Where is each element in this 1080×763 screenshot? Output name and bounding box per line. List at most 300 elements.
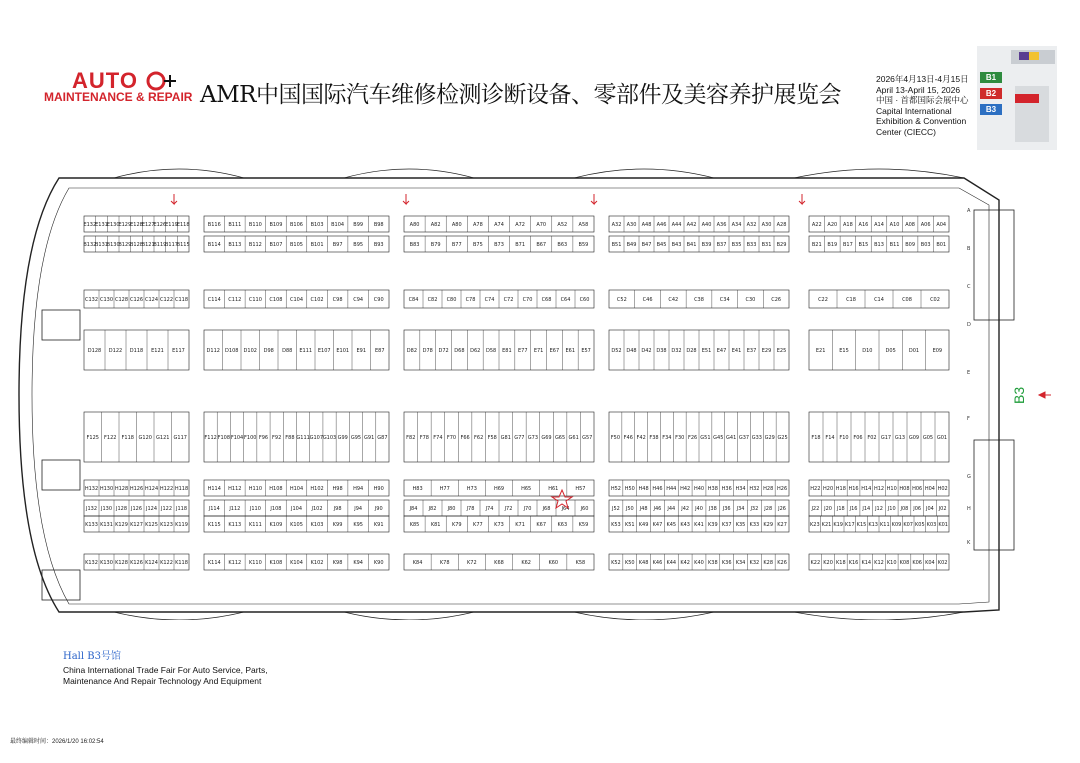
row-letter: B [967,246,971,252]
booth-label: K105 [290,522,303,528]
booth-label: K04 [925,560,935,566]
booth-label: C14 [874,297,884,303]
booth-label: G73 [527,435,539,441]
booth-label: G37 [738,435,750,441]
booth-label: A42 [686,222,697,228]
booth-label: H28 [763,486,774,492]
booth-label: K95 [353,522,363,528]
hall-entrance-label: B3 [1011,386,1027,404]
booth-label: C130 [99,297,114,303]
venue-en-3: Center (CIECC) [876,126,936,137]
booth-label: B35 [731,242,742,248]
booth-label: B01 [936,242,947,248]
booth-label: J102 [311,506,323,512]
booth-label: K133 [85,522,98,528]
booth-label: F66 [460,435,470,441]
booth-label: H48 [638,486,649,492]
booth-label: K08 [899,560,910,566]
booth-label: E25 [776,348,787,354]
booth-label: B110 [248,222,262,228]
booth-label: A82 [430,222,441,228]
booth-label: F78 [419,435,429,441]
booth-label: C114 [207,297,221,303]
venue-minimap [963,46,1059,150]
booth-label: A30 [626,222,637,228]
booth-label: H16 [848,486,859,492]
booth-label: B114 [207,242,221,248]
booth-label: B113 [228,242,242,248]
booth-label: E126 [153,222,167,228]
hall-outline [19,169,1014,620]
row-letter: D [967,322,971,328]
booth-label: B49 [626,242,637,248]
booth-label: F104 [230,435,244,441]
booth-label: A80 [451,222,462,228]
booth-label: E119 [165,222,178,228]
booth-label: K115 [207,522,221,528]
booth-label: C64 [560,297,571,303]
fair-name-line-2: Maintenance And Repair Technology And Equipment [63,676,262,686]
booth-label: J132 [85,506,98,512]
booth-label: K44 [666,560,677,566]
booth-label: E111 [299,348,313,354]
booth-label: J94 [354,506,363,512]
booth-label: K20 [823,560,833,566]
booth-label: E129 [118,222,132,228]
booth-label: J04 [925,506,934,512]
booth-label: D128 [87,348,102,354]
booth-label: B117 [165,242,178,248]
booth-label: A14 [874,222,884,228]
booth-label: K16 [848,560,859,566]
booth-label: B31 [761,242,772,248]
booth-label: E09 [932,348,943,354]
booth-label: C126 [129,297,144,303]
booth-label: C108 [269,297,283,303]
booth-label: H94 [353,486,364,492]
booth-label: K17 [845,522,855,528]
booth-label: J12 [875,506,883,512]
booth-label: A74 [494,222,504,228]
booth-label: A52 [557,222,568,228]
booth-label: H83 [412,486,423,492]
booth-label: E101 [336,348,350,354]
booth-label: K48 [638,560,649,566]
booth-label: H34 [735,486,746,492]
booth-label: K78 [439,560,450,566]
booth-label: H46 [652,486,663,492]
booth-label: E15 [839,348,849,354]
booth-label: J44 [667,506,676,512]
booth-label: H122 [159,486,174,492]
booth-label: F70 [446,435,457,441]
row-letter: E [967,370,971,376]
booth-label: K73 [494,522,504,528]
booth-label: K67 [536,522,547,528]
row-letter: A [967,208,971,214]
booth-label: G57 [582,435,593,441]
booth-label: J90 [374,506,383,512]
booth-label: H128 [114,486,129,492]
booth-label: E29 [761,348,772,354]
booth-label: C94 [353,297,364,303]
booth-label: K122 [160,560,173,566]
booth-label: K45 [666,522,677,528]
booth-label: A16 [858,222,869,228]
booth-label: D118 [129,348,144,354]
booth-label: B13 [874,242,884,248]
hall-legend [63,647,268,687]
booth-label: K40 [694,560,704,566]
booth-label: A80 [409,222,420,228]
booth-label: K124 [145,560,158,566]
booth-label: D52 [611,348,622,354]
booth-label: F50 [610,435,621,441]
booth-label: J06 [913,506,922,512]
booth-label: C80 [446,297,457,303]
booth-label: K131 [100,522,113,528]
booth-label: A34 [731,222,742,228]
booth-label: K104 [290,560,303,566]
booth-label: C30 [745,297,756,303]
booth-label: J98 [333,506,342,512]
booth-label: K99 [332,522,343,528]
booth-label: H02 [937,486,948,492]
booth-label: B79 [430,242,441,248]
booth-label: D68 [454,348,465,354]
booth-label: J36 [722,506,731,512]
booth-label: K109 [269,522,283,528]
booth-label: K19 [833,522,843,528]
booth-label: G17 [880,435,892,441]
booth-label: G51 [700,435,711,441]
booth-label: K27 [777,522,787,528]
booth-label: H98 [332,486,343,492]
booth-label: D01 [908,348,920,354]
service-room [42,570,80,600]
booth-label: A78 [472,222,483,228]
booth-label: K129 [115,522,128,528]
entry-arrow-icon [171,194,177,204]
booth-label: B116 [207,222,221,228]
booth-label: A30 [761,222,772,228]
booth-label: J08 [900,506,909,512]
booth-label: H102 [310,486,324,492]
booth-label: K71 [515,522,525,528]
booth-label: J124 [145,506,158,512]
booth-label: K59 [578,522,589,528]
booth-label: B03 [920,242,931,248]
roof-arch [114,612,244,620]
booth-label: K49 [638,522,649,528]
booth-label: A36 [716,222,727,228]
booth-label: K46 [652,560,663,566]
booth-label: J68 [542,506,551,512]
booth-label: F112 [204,435,217,441]
floor-plan [14,150,1064,620]
booth-label: K13 [868,522,878,528]
booth-label: F06 [853,435,863,441]
last-updated: 最终编辑时间：2026/1/20 16:02:54 [10,739,104,745]
booth-label: K119 [175,522,188,528]
booth-label: K26 [777,560,787,566]
booth-label: G01 [936,435,948,441]
booth-label: B104 [331,222,345,228]
booth-label: E131 [95,222,108,228]
booth-label: F34 [662,435,672,441]
booth-label: K29 [763,522,774,528]
booth-label: C18 [846,297,856,303]
booth-label: J32 [750,506,759,512]
booth-label: B11 [889,242,900,248]
booth-label: D38 [656,348,667,354]
booth-label: C78 [465,297,476,303]
booth-label: K68 [494,560,504,566]
booth-label: D82 [406,348,418,354]
booth-label: K28 [763,560,774,566]
booth-label: H50 [624,486,635,492]
row-letter: K [967,540,971,546]
booth-label: E127 [141,222,155,228]
booth-label: C124 [144,297,159,303]
booth-label: C70 [522,297,533,303]
event-info [876,74,969,137]
booth-label: K14 [861,560,872,566]
booth-label: K42 [680,560,690,566]
venue-en-2: Exhibition & Convention [876,116,967,126]
booth-label: K77 [473,522,483,528]
booth-label: J48 [639,506,648,512]
booth-label: K32 [749,560,760,566]
booth-label: D88 [282,348,293,354]
booth-label: K127 [130,522,143,528]
booth-label: A32 [746,222,757,228]
booth-label: K128 [115,560,128,566]
booth-label: J72 [504,506,513,512]
booth-label: K09 [891,522,902,528]
booth-label: B111 [228,222,242,228]
booth-label: B121 [141,242,155,248]
booth-label: H18 [835,486,846,492]
booth-label: E107 [317,348,331,354]
booth-label: C132 [84,297,99,303]
roof-arch [794,169,964,178]
booth-label: E71 [533,348,544,354]
booth-label: E132 [83,222,97,228]
booth-label: G69 [541,435,552,441]
booth-label: C118 [174,297,189,303]
booth-label: H61 [548,486,559,492]
booth-label: J78 [466,506,475,512]
booth-label: F26 [687,435,698,441]
booth-label: J10 [887,506,896,512]
booth-label: C112 [228,297,242,303]
row-letter: F [967,416,970,422]
booth-label: B115 [176,242,190,248]
booth-label: B75 [472,242,483,248]
booth-label: J80 [447,506,456,512]
booth-label: G107 [309,435,324,441]
booth-label: H73 [466,486,477,492]
booth-label: C90 [373,297,384,303]
booth-label: J52 [612,506,620,512]
booth-label: J22 [811,506,820,512]
booth-label: E87 [374,348,385,354]
booth-label: K132 [85,560,98,566]
booth-label: K05 [915,522,925,528]
booth-label: K43 [680,522,690,528]
booth-label: K126 [130,560,143,566]
booth-label: F92 [272,435,282,441]
booth-label: F62 [474,435,484,441]
booth-label: H08 [899,486,910,492]
booth-label: K33 [749,522,760,528]
minimap-hall-b2: B2 [980,88,1002,99]
booth-label: G33 [751,435,762,441]
booth-label: H14 [861,486,872,492]
booth-label: H112 [228,486,242,492]
booth-label: H04 [924,486,935,492]
booth-label: J16 [849,506,858,512]
booth-label: D122 [108,348,123,354]
booth-label: J60 [580,506,589,512]
booth-label: J14 [862,506,871,512]
booth-label: H77 [439,486,450,492]
booth-label: G121 [156,435,170,441]
booth-label: J42 [681,506,690,512]
booth-label: B98 [373,222,384,228]
booth-label: D72 [438,348,449,354]
booth-label: E77 [517,348,528,354]
entry-arrow-icon [591,194,597,204]
booth-label: K15 [856,522,867,528]
booth-label: A48 [641,222,652,228]
booth-label: A72 [515,222,526,228]
booth-label: K108 [269,560,283,566]
booth-label: J28 [764,506,773,512]
booth-label: B77 [451,242,462,248]
booth-label: J64 [561,506,570,512]
booth-label: D42 [641,348,652,354]
booth-label: G41 [726,435,737,441]
booth-label: H06 [912,486,923,492]
row-letters [967,208,971,546]
booth-label: J82 [428,506,437,512]
booth-label: K01 [938,522,948,528]
booth-label: H57 [575,486,586,492]
booth-label: K12 [874,560,884,566]
booth-label: K90 [373,560,384,566]
booth-label: B59 [578,242,589,248]
booth-label: B105 [290,242,303,248]
entry-arrow-icon [799,194,805,204]
booth-label: D10 [862,348,873,354]
booth-label: K72 [467,560,477,566]
booth-label: F82 [406,435,416,441]
booth-label: F38 [649,435,659,441]
booth-label: B67 [536,242,547,248]
booth-label: B107 [269,242,283,248]
booth-label: H65 [521,486,532,492]
booth-grid [83,216,949,570]
booth-label: B109 [269,222,283,228]
booth-label: E117 [172,348,185,354]
booth-label: F14 [825,435,835,441]
logo-text-auto: AUTO [72,68,138,93]
fair-name-line-1: China International Trade Fair For Auto Service, Parts, [63,665,268,675]
booth-label: F30 [675,435,685,441]
venue-cn: 中国 · 首都国际会展中心 [876,95,969,105]
booth-label: H104 [289,486,304,492]
date-en: April 13-April 15, 2026 [876,84,961,95]
roof-arch [574,612,714,620]
booth-label: K63 [557,522,568,528]
booth-label: K85 [409,522,420,528]
booth-label: K38 [708,560,718,566]
booth-label: H40 [693,486,705,492]
booth-label: G81 [500,435,511,441]
booth-label: B93 [373,242,384,248]
booth-label: A70 [536,222,547,228]
booth-label: C82 [427,297,438,303]
booth-label: G91 [364,435,375,441]
booth-label: J40 [695,506,703,512]
booth-label: K06 [912,560,923,566]
booth-label: J128 [115,506,128,512]
booth-label: J18 [836,506,845,512]
booth-label: K114 [207,560,221,566]
booth-label: H69 [493,486,505,492]
booth-label: H20 [823,486,834,492]
booth-label: C104 [289,297,304,303]
booth-label: B95 [353,242,364,248]
booth-label: A22 [811,222,822,228]
booth-label: C68 [541,297,552,303]
row-letter: C [967,284,971,290]
booth-label: K94 [353,560,363,566]
booth-label: B132 [83,242,97,248]
booth-label: B99 [353,222,364,228]
booth-label: F02 [867,435,877,441]
minimap-you-are-here [1015,94,1039,103]
booth-label: D05 [885,348,896,354]
hall-label: Hall B3号馆 [63,651,121,662]
booth-label: C52 [616,297,627,303]
booth-label: K03 [926,522,937,528]
booth-label: K58 [575,560,586,566]
booth-label: A20 [827,222,838,228]
booth-label: K36 [721,560,732,566]
booth-label: C102 [310,297,324,303]
booth-label: G25 [777,435,788,441]
booth-label: B37 [716,242,727,248]
booth-label: K62 [521,560,531,566]
booth-label: J130 [100,506,113,512]
booth-label: C26 [771,297,782,303]
booth-label: C38 [694,297,704,303]
booth-label: E47 [716,348,727,354]
stair-block [974,210,1014,320]
booth-label: H12 [873,486,885,492]
booth-label: B71 [515,242,526,248]
booth-label: F108 [217,435,231,441]
booth-label: B47 [641,242,652,248]
venue-en-1: Capital International [876,105,952,116]
booth-label: G120 [138,435,152,441]
booth-label: A44 [671,222,682,228]
booth-label: K37 [721,522,732,528]
booth-label: J114 [208,506,220,512]
